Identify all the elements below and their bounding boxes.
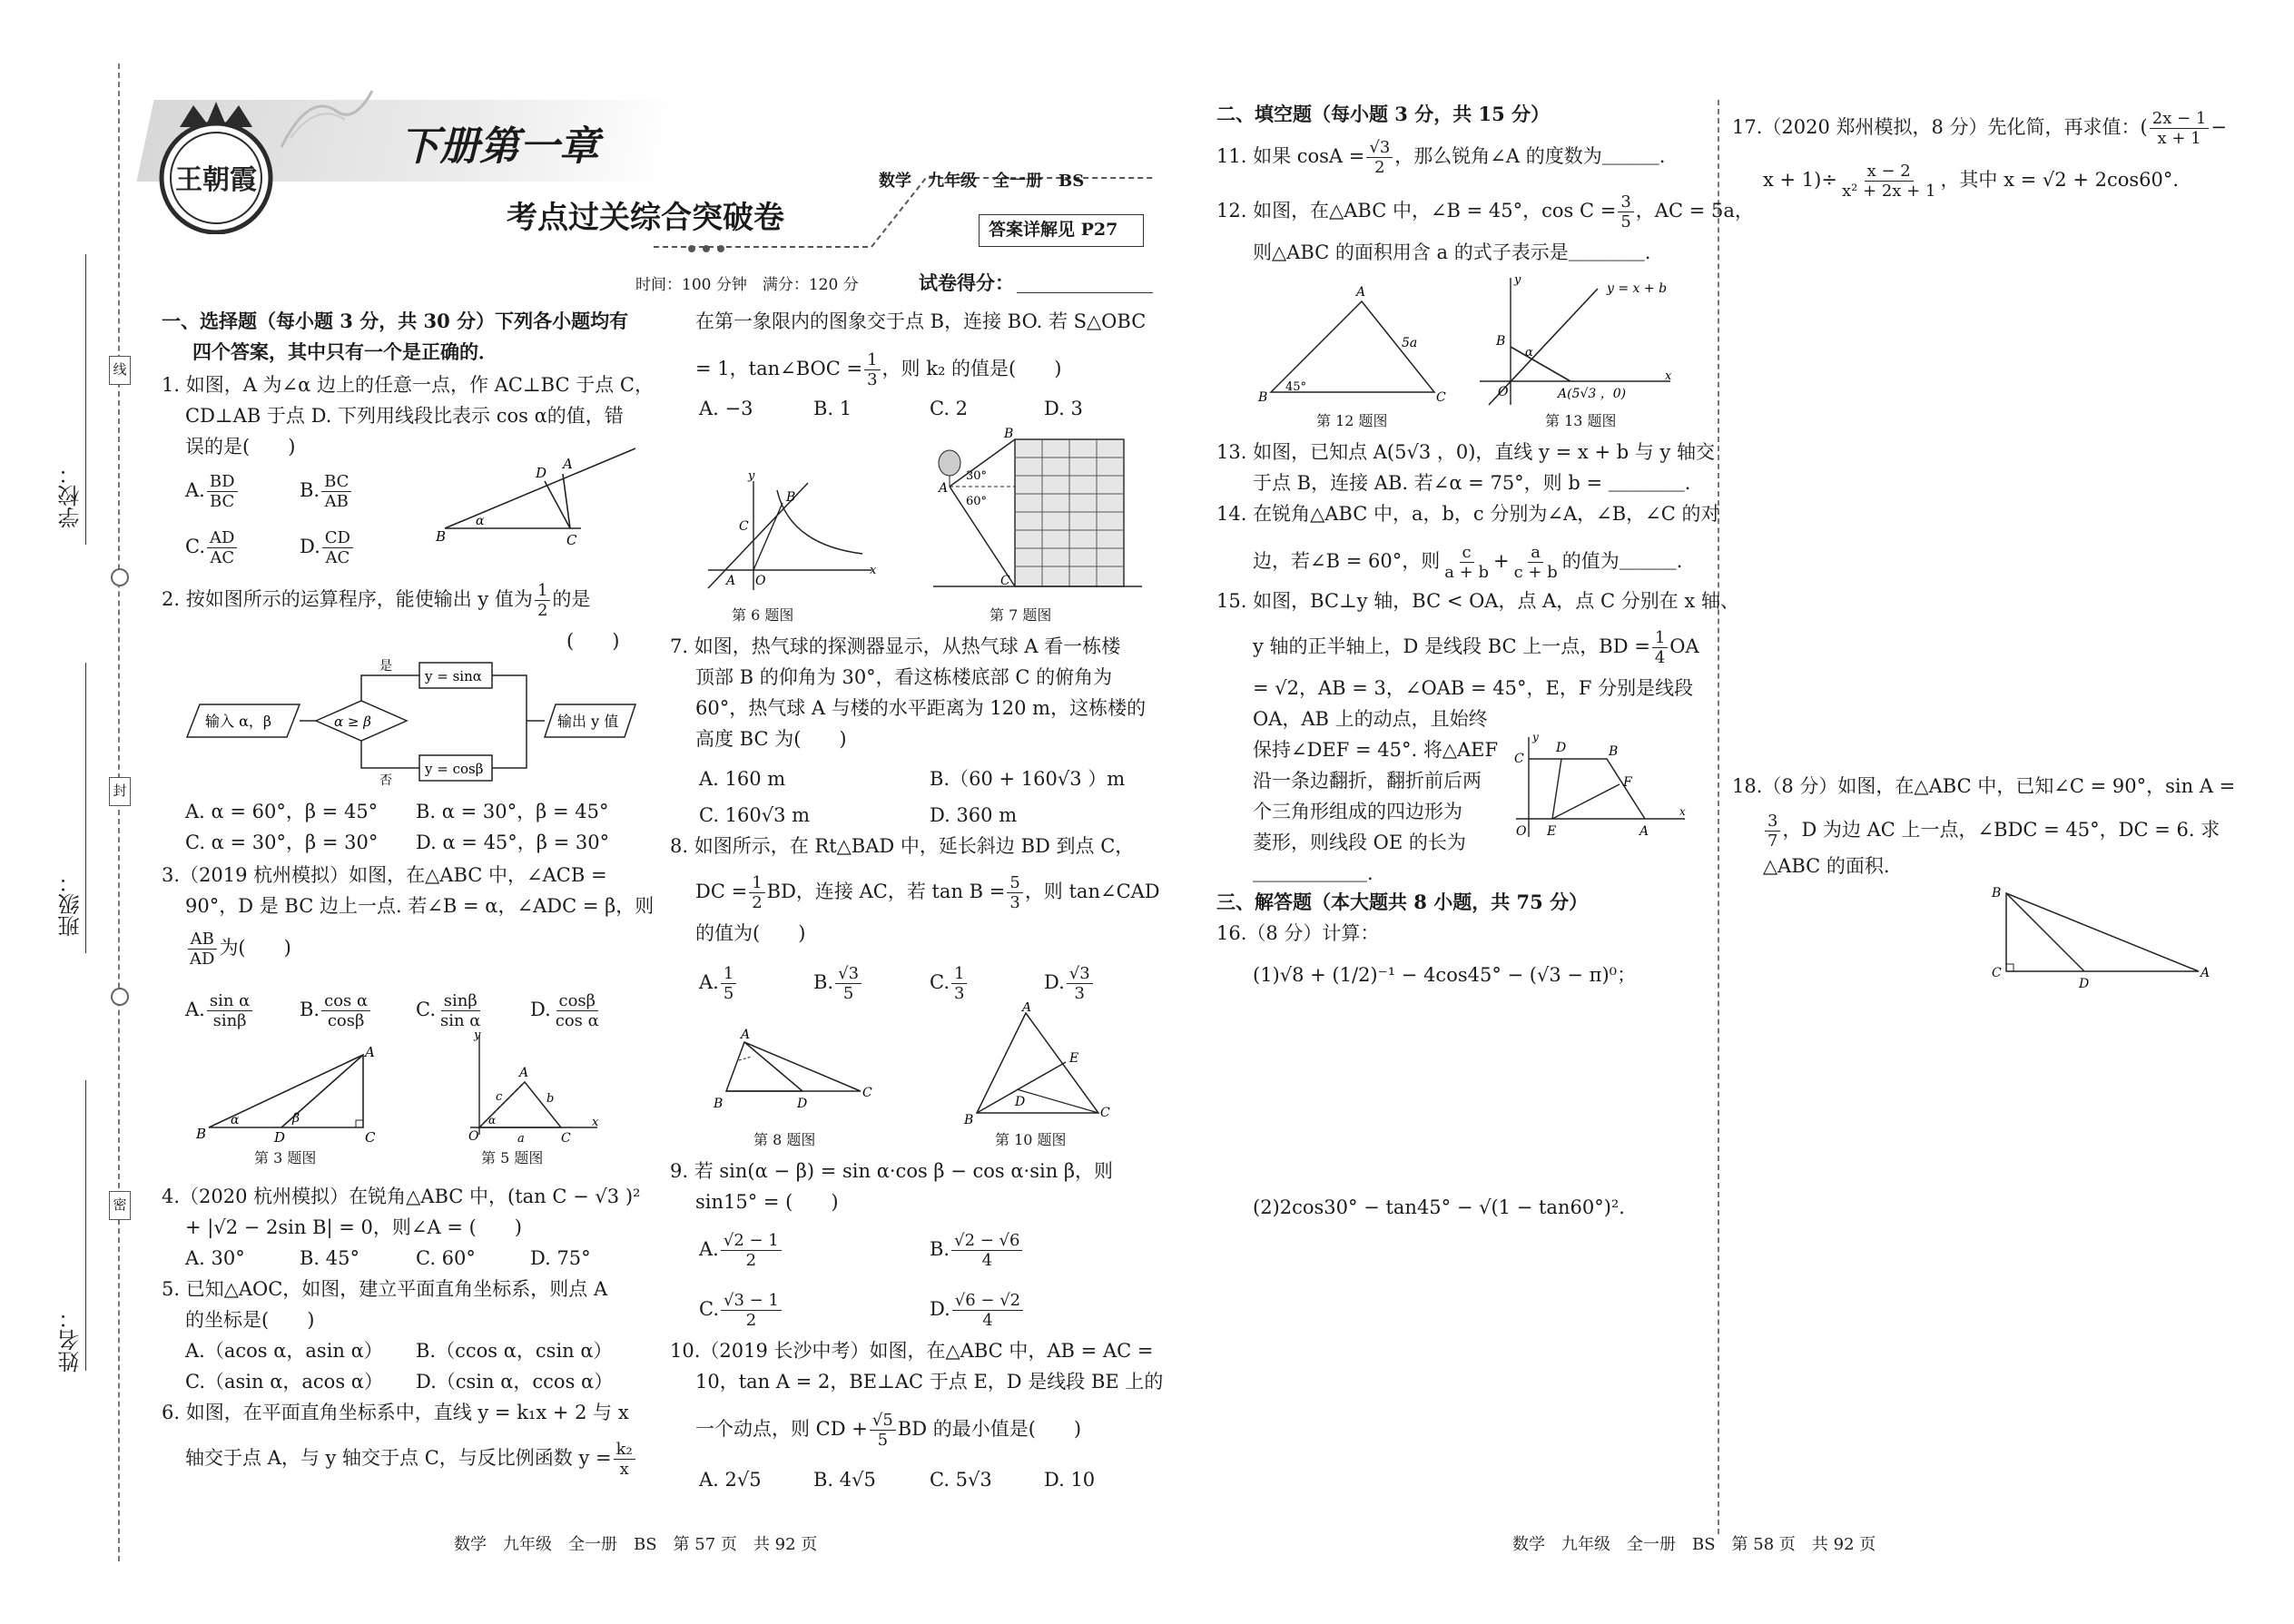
q7-option-d[interactable]: D. 360 m xyxy=(930,804,1018,826)
svg-text:30°: 30° xyxy=(966,469,988,483)
q12-text: 12. 如图，在△ABC 中，∠B = 45°，cos C = $\frac{3}{5}$ ，AC = 5a， xyxy=(1216,192,1754,231)
q4-option-c[interactable]: C. 60° xyxy=(416,1247,476,1269)
q8-option-c[interactable]: C. $\frac{1}{3}$ xyxy=(930,964,969,1003)
flow-y1: y = sinα xyxy=(425,668,482,684)
q6-text: = 1，tan∠BOC = $\frac{1}{3}$ ，则 k₂ 的值是( ) xyxy=(695,350,1062,389)
svg-text:x: x xyxy=(1679,805,1686,818)
svg-text:A: A xyxy=(563,456,573,472)
q5-figure xyxy=(452,1028,606,1146)
svg-text:A: A xyxy=(1022,1002,1032,1015)
q1-text: 误的是( ) xyxy=(185,436,296,458)
chapter-title: 下册第一章 xyxy=(399,123,599,170)
name-field[interactable] xyxy=(54,1080,87,1380)
q8-text: 8. 如图所示，在 Rt△BAD 中，延长斜边 BD 到点 C， xyxy=(670,835,1135,857)
q12-figure xyxy=(1253,283,1452,410)
svg-text:O: O xyxy=(468,1129,479,1144)
q6-option-b[interactable]: B. 1 xyxy=(813,398,852,419)
name-label: 姓名： xyxy=(58,1307,84,1373)
q13-text: 于点 B，连接 AB. 若∠α = 75°，则 b = ＿＿＿＿. xyxy=(1253,472,1691,494)
q12-text: 则△ABC 的面积用含 a 的式子表示是＿＿＿＿. xyxy=(1253,241,1651,263)
svg-text:F: F xyxy=(1623,775,1632,790)
q16-text: 16.（8 分）计算： xyxy=(1216,922,1380,944)
q18-figure xyxy=(1988,884,2215,993)
q2-option-a[interactable]: A. α = 60°，β = 45° xyxy=(185,801,379,822)
q18-text: $\frac{3}{7}$ ，D 为边 AC 上一点，∠BDC = 45°，DC = 6. 求 xyxy=(1763,812,2220,851)
svg-text:C: C xyxy=(739,519,749,534)
q16-answer-area-2[interactable] xyxy=(1253,1231,1689,1503)
svg-text:C: C xyxy=(561,1131,571,1146)
section1-title-line2: 四个答案，其中只有一个是正确的． xyxy=(192,340,497,363)
section3-title: 三、解答题（本大题共 8 小题，共 75 分） xyxy=(1216,891,1589,913)
svg-text:A: A xyxy=(726,574,736,588)
binding-mark-1: 线 xyxy=(109,356,131,385)
column-divider xyxy=(1718,100,1719,1534)
svg-text:B: B xyxy=(714,1097,724,1111)
svg-text:A: A xyxy=(741,1028,751,1042)
fig10-caption: 第 10 题图 xyxy=(995,1131,1067,1148)
flow-cond: α ≥ β xyxy=(334,714,371,730)
class-label: 班级： xyxy=(58,871,84,937)
flow-input: 输入 α，β xyxy=(205,713,272,730)
svg-text:β: β xyxy=(292,1111,300,1126)
svg-text:α: α xyxy=(488,1114,497,1127)
q3-option-a[interactable]: A. $\frac{\text{sin α}}{\sin\beta}$ xyxy=(185,991,254,1030)
q1-option-b[interactable]: B. $\frac{BC}{AB}$ xyxy=(300,472,353,511)
q14-text: 边，若∠B = 60°，则 $\frac{c}{a + b}$ + $\frac{a}{c + b}$ 的值为＿＿＿. xyxy=(1253,543,1683,582)
q10-text: 一个动点，则 CD + $\frac{√5}{5}$ BD 的最小值是( ) xyxy=(695,1411,1082,1450)
page-footer-right: 数学 九年级 全一册 BS 第 58 页 共 92 页 xyxy=(1512,1535,1876,1554)
q5-option-a[interactable]: A.（acos α，asin α） xyxy=(185,1340,383,1362)
q15-text: 15. 如图，BC⊥y 轴，BC < OA，点 A，点 C 分别在 x 轴、 xyxy=(1216,590,1739,612)
q9-text: sin15° = ( ) xyxy=(695,1191,839,1213)
binding-hole xyxy=(111,988,129,1006)
svg-text:C: C xyxy=(365,1129,376,1144)
svg-text:E: E xyxy=(1069,1051,1079,1066)
svg-text:A: A xyxy=(939,481,949,496)
svg-text:A: A xyxy=(1639,824,1649,839)
flow-yes: 是 xyxy=(379,659,392,674)
q6-text: 在第一象限内的图象交于点 B，连接 BO. 若 S△OBC xyxy=(695,310,1147,332)
q15-text: 保持∠DEF = 45°. 将△AEF xyxy=(1253,739,1499,761)
svg-text:A(5√3 ，0): A(5√3 ，0) xyxy=(1558,387,1627,401)
svg-text:B: B xyxy=(196,1126,207,1142)
school-label: 学校： xyxy=(58,463,84,528)
svg-text:B: B xyxy=(786,490,796,505)
q8-text: DC = $\frac{1}{2}$ BD，连接 AC，若 tan B = $\frac{5}{3}$ ，则 tan∠CAD xyxy=(695,873,1160,912)
svg-text:y: y xyxy=(1514,273,1521,287)
svg-text:E: E xyxy=(1547,824,1557,839)
svg-text:D: D xyxy=(797,1097,808,1111)
svg-text:B: B xyxy=(1992,886,2002,901)
q15-answer-blank[interactable]: ＿＿＿＿＿＿. xyxy=(1253,862,1373,884)
q2-answer-paren[interactable]: ( ) xyxy=(566,630,620,652)
q8-option-b[interactable]: B. $\frac{√3}{5}$ xyxy=(813,964,863,1003)
flow-output: 输出 y 值 xyxy=(557,713,619,730)
q5-option-c[interactable]: C.（asin α，acos α） xyxy=(185,1371,383,1393)
q9-option-c[interactable]: C. $\frac{√3 - 1}{2}$ xyxy=(699,1291,783,1330)
svg-text:a: a xyxy=(517,1132,525,1146)
svg-text:c: c xyxy=(496,1090,503,1104)
q14-text: 14. 在锐角△ABC 中，a，b，c 分别为∠A，∠B，∠C 的对 xyxy=(1216,503,1720,525)
q10-text: 10.（2019 长沙中考）如图，在△ABC 中，AB = AC = xyxy=(670,1340,1154,1362)
q5-text: 5. 已知△AOC，如图，建立平面直角坐标系，则点 A xyxy=(162,1278,608,1300)
time-line: 时间：100 分钟 满分：120 分 xyxy=(635,276,859,294)
q4-text: 4.（2020 杭州模拟）在锐角△ABC 中，(tan C − √3 )² xyxy=(162,1186,641,1207)
q4-option-a[interactable]: A. 30° xyxy=(185,1247,245,1269)
q16-part2: (2)2cos30° − tan45° − √(1 − tan60°)². xyxy=(1253,1196,1625,1218)
page-subtitle: 考点过关综合突破卷 xyxy=(507,200,784,236)
q6-text: 轴交于点 A，与 y 轴交于点 C，与反比例函数 y = $\frac{\text{k₂}}{x}$ xyxy=(185,1440,637,1479)
svg-text:x: x xyxy=(870,564,877,577)
q7-option-b[interactable]: B.（60 + 160√3 ）m xyxy=(930,768,1126,790)
svg-text:C: C xyxy=(566,532,577,548)
q10-option-b[interactable]: B. 4√5 xyxy=(813,1469,876,1491)
q3-text: $\frac{AB}{AD}$ 为( ) xyxy=(185,930,291,969)
svg-text:x: x xyxy=(1665,369,1672,383)
q6-figure xyxy=(699,463,881,599)
q10-option-d[interactable]: D. 10 xyxy=(1044,1469,1096,1491)
svg-text:b: b xyxy=(546,1092,555,1106)
svg-text:B: B xyxy=(1258,390,1268,405)
q11-text: 11. 如果 cosA = $\frac{√3}{2}$ ，那么锐角∠A 的度数为＿＿＿. xyxy=(1216,138,1666,177)
q9-option-d[interactable]: D. $\frac{√6 - √2}{4}$ xyxy=(930,1291,1025,1330)
q10-option-c[interactable]: C. 5√3 xyxy=(930,1469,992,1491)
svg-text:y: y xyxy=(1532,732,1539,743)
course-line: 数学 九年级 全一册 BS xyxy=(879,172,1085,191)
school-field[interactable] xyxy=(54,254,87,554)
fig7-caption: 第 7 题图 xyxy=(989,606,1052,624)
q2-text: 2. 按如图所示的运算程序，能使输出 y 值为 $\frac{1}{2}$ 的是 xyxy=(162,581,591,620)
svg-text:O: O xyxy=(755,574,766,588)
q17-text: 17.（2020 郑州模拟，8 分）先化简，再求值：( $\frac{2x - 1}{x + 1}$ − xyxy=(1732,109,2227,148)
q15-text: OA，AB 上的动点，且始终 xyxy=(1253,708,1488,730)
q9-option-b[interactable]: B. $\frac{√2 - √6}{4}$ xyxy=(930,1231,1024,1270)
q6-text: 6. 如图，在平面直角坐标系中，直线 y = k₁x + 2 与 x xyxy=(162,1402,629,1423)
q1-text: CD⊥AB 于点 D. 下列用线段比表示 cos α的值，错 xyxy=(185,405,624,427)
q7-text: 60°，热气球 A 与楼的水平距离为 120 m，这栋楼的 xyxy=(695,697,1147,719)
svg-text:B: B xyxy=(1004,427,1014,441)
q15-text: = √2，AB = 3，∠OAB = 45°，E，F 分别是线段 xyxy=(1253,677,1694,699)
q6-option-d[interactable]: D. 3 xyxy=(1044,398,1083,419)
q15-figure xyxy=(1507,732,1689,841)
q15-text: 个三角形组成的四边形为 xyxy=(1253,801,1462,822)
fig5-caption: 第 5 题图 xyxy=(481,1149,544,1166)
q18-text: △ABC 的面积. xyxy=(1763,855,1890,877)
q8-figure xyxy=(708,1026,881,1117)
logo-text: 王朝霞 xyxy=(175,164,257,196)
q1-figure xyxy=(427,441,645,550)
section2-title: 二、填空题（每小题 3 分，共 15 分） xyxy=(1216,103,1551,125)
q15-text: 菱形，则线段 OE 的长为 xyxy=(1253,832,1466,853)
svg-text:α: α xyxy=(476,514,485,528)
ribbon-decoration xyxy=(272,84,381,156)
q16-answer-area-1[interactable] xyxy=(1253,999,1689,1180)
q7-option-c[interactable]: C. 160√3 m xyxy=(699,804,811,826)
q3-figure xyxy=(191,1044,381,1144)
q13-figure xyxy=(1471,272,1679,408)
svg-text:B: B xyxy=(1609,744,1619,759)
answer-ref-box xyxy=(979,214,1144,247)
q16-part1: (1)√8 + (1/2)⁻¹ − 4cos45° − (√3 − π)⁰； xyxy=(1253,964,1637,986)
q8-option-d[interactable]: D. $\frac{√3}{3}$ xyxy=(1044,964,1095,1003)
answer-ref: 答案详解见 P27 xyxy=(989,220,1118,240)
svg-text:O: O xyxy=(1498,385,1509,399)
svg-text:60°: 60° xyxy=(966,495,988,508)
svg-text:B: B xyxy=(436,528,447,545)
q2-option-b[interactable]: B. α = 30°，β = 45° xyxy=(416,801,609,822)
svg-text:C: C xyxy=(1992,966,2002,980)
svg-text:C: C xyxy=(1000,574,1010,588)
q17-answer-area[interactable] xyxy=(1732,218,2204,726)
q2-option-d[interactable]: D. α = 45°，β = 30° xyxy=(416,832,610,853)
q8-option-a[interactable]: A. $\frac{1}{5}$ xyxy=(699,964,738,1003)
section1-title: 一、选择题（每小题 3 分，共 30 分）下列各小题均有 xyxy=(162,310,629,332)
q8-text: 的值为( ) xyxy=(695,922,806,944)
q3-option-d[interactable]: D. $\frac{\cos\beta}{\text{cos α}}$ xyxy=(530,991,599,1030)
fig6-caption: 第 6 题图 xyxy=(732,606,794,624)
q18-text: 18.（8 分）如图，在△ABC 中，已知∠C = 90°，sin A = xyxy=(1732,775,2236,797)
svg-text:C: C xyxy=(862,1086,872,1100)
q2-flowchart xyxy=(182,654,645,790)
class-field[interactable] xyxy=(54,663,87,962)
svg-text:D: D xyxy=(536,465,547,481)
svg-text:A: A xyxy=(519,1066,529,1080)
page-footer-left: 数学 九年级 全一册 BS 第 57 页 共 92 页 xyxy=(454,1535,818,1554)
svg-text:y = x + b: y = x + b xyxy=(1607,281,1668,296)
q4-option-b[interactable]: B. 45° xyxy=(300,1247,360,1269)
fig8-caption: 第 8 题图 xyxy=(753,1131,816,1148)
q6-option-c[interactable]: C. 2 xyxy=(930,398,969,419)
q7-option-a[interactable]: A. 160 m xyxy=(699,768,786,790)
q13-text: 13. 如图，已知点 A(5√3 ，0)，直线 y = x + b 与 y 轴交 xyxy=(1216,441,1716,463)
svg-text:5a: 5a xyxy=(1402,336,1418,350)
binding-line xyxy=(118,64,120,1561)
q2-option-c[interactable]: C. α = 30°，β = 30° xyxy=(185,832,379,853)
svg-text:α: α xyxy=(1525,346,1533,359)
q10-option-a[interactable]: A. 2√5 xyxy=(699,1469,762,1491)
q3-text: 90°，D 是 BC 边上一点. 若∠B = α，∠ADC = β，则 xyxy=(185,895,655,917)
q7-text: 顶部 B 的仰角为 30°，看这栋楼底部 C 的俯角为 xyxy=(695,666,1113,688)
q4-option-d[interactable]: D. 75° xyxy=(530,1247,591,1269)
svg-text:O: O xyxy=(1516,824,1527,839)
q5-option-d[interactable]: D.（csin α，ccos α） xyxy=(416,1371,614,1393)
q10-figure xyxy=(962,1002,1117,1129)
binding-mark-2: 封 xyxy=(109,777,131,806)
svg-text:D: D xyxy=(2079,977,2090,991)
svg-text:D: D xyxy=(274,1129,286,1144)
q17-text: x + 1)÷ $\frac{x - 2}{\text{x² + 2x + 1}}$ ，其中 x = √2 + 2cos60°. xyxy=(1763,162,2180,201)
q18-answer-area[interactable] xyxy=(1732,1008,2204,1516)
svg-text:A: A xyxy=(365,1044,375,1060)
q1-option-a[interactable]: A. $\frac{BD}{BC}$ xyxy=(185,472,240,511)
svg-text:B: B xyxy=(1496,334,1506,349)
score-blank[interactable] xyxy=(1017,292,1153,293)
q7-text: 7. 如图，热气球的探测器显示，从热气球 A 看一栋楼 xyxy=(670,635,1121,657)
q1-text: 1. 如图，A 为∠α 边上的任意一点，作 AC⊥BC 于点 C， xyxy=(162,374,654,396)
q3-text: 3.（2019 杭州模拟）如图，在△ABC 中，∠ACB = xyxy=(162,864,607,886)
q1-option-c[interactable]: C. $\frac{AD}{AC}$ xyxy=(185,528,239,567)
q9-option-a[interactable]: A. $\frac{√2 - 1}{2}$ xyxy=(699,1231,783,1270)
q6-option-a[interactable]: A. −3 xyxy=(699,398,753,419)
q4-text: + |√2 − 2sin B| = 0，则∠A = ( ) xyxy=(185,1216,522,1238)
fig3-caption: 第 3 题图 xyxy=(254,1149,317,1166)
svg-text:D: D xyxy=(1015,1095,1026,1109)
svg-text:A: A xyxy=(2200,966,2210,980)
q5-option-b[interactable]: B.（ccos α，csin α） xyxy=(416,1340,613,1362)
flow-y2: y = cosβ xyxy=(425,761,484,777)
svg-text:C: C xyxy=(1100,1106,1110,1120)
logo-seal xyxy=(153,98,280,234)
q1-option-d[interactable]: D. $\frac{CD}{AC}$ xyxy=(300,528,355,567)
svg-text:C: C xyxy=(1436,390,1446,405)
svg-text:α: α xyxy=(231,1113,240,1127)
score-label: 试卷得分： xyxy=(919,271,1014,294)
fig12-caption: 第 12 题图 xyxy=(1316,412,1388,429)
q7-figure xyxy=(933,427,1151,599)
svg-text:C: C xyxy=(1514,752,1524,766)
q15-text: 沿一条边翻折，翻折前后两 xyxy=(1253,770,1482,792)
svg-text:A: A xyxy=(1356,285,1366,300)
binding-hole xyxy=(111,568,129,586)
svg-text:x: x xyxy=(592,1116,599,1129)
q15-text: y 轴的正半轴上，D 是线段 BC 上一点，BD = $\frac{1}{4}$ OA xyxy=(1253,628,1699,667)
q5-text: 的坐标是( ) xyxy=(185,1309,315,1331)
flow-no: 否 xyxy=(379,773,392,788)
svg-text:y: y xyxy=(748,469,755,483)
q3-option-c[interactable]: C. $\frac{\sin\beta}{\text{sin α}}$ xyxy=(416,991,481,1030)
svg-text:y: y xyxy=(474,1029,481,1042)
q7-text: 高度 BC 为( ) xyxy=(695,728,847,750)
svg-text:45°: 45° xyxy=(1285,380,1307,394)
fig13-caption: 第 13 题图 xyxy=(1545,412,1617,429)
q9-text: 9. 若 sin(α − β) = sin α·cos β − cos α·sin β，则 xyxy=(670,1160,1114,1182)
binding-mark-3: 密 xyxy=(109,1191,131,1220)
q10-text: 10，tan A = 2，BE⊥AC 于点 E，D 是线段 BE 上的 xyxy=(695,1371,1164,1393)
q3-option-b[interactable]: B. $\frac{\text{cos α}}{\cos\beta}$ xyxy=(300,991,372,1030)
svg-text:D: D xyxy=(1556,741,1567,755)
svg-text:B: B xyxy=(964,1113,974,1127)
